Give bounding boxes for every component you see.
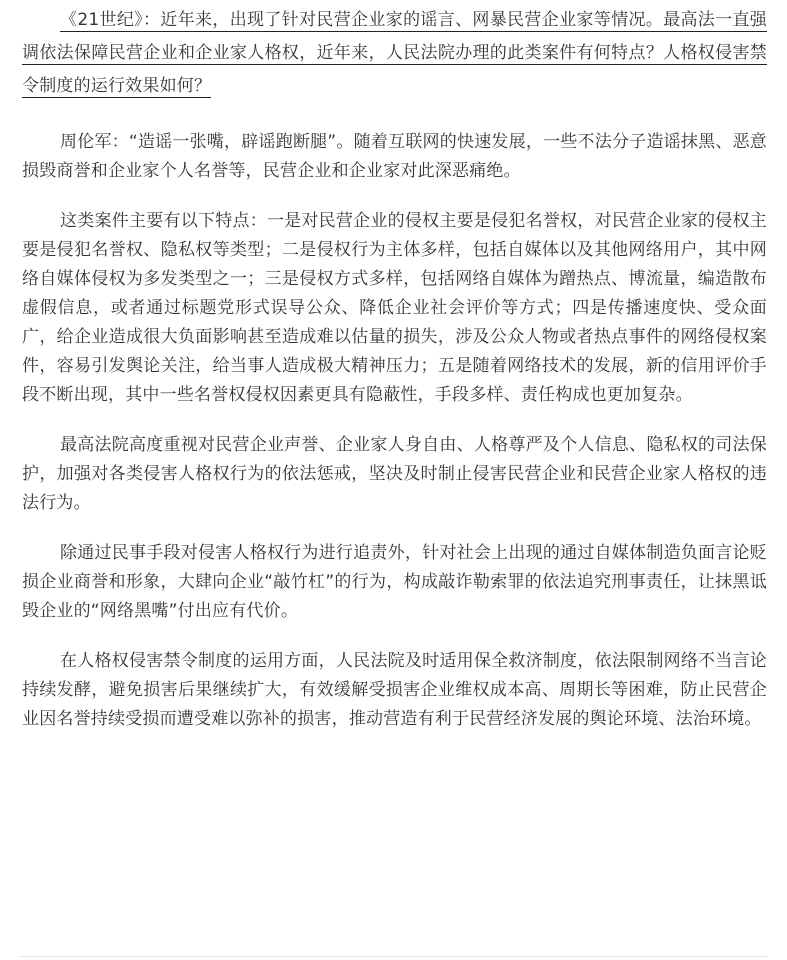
question-text: 《21世纪》：近年来，出现了针对民营企业家的谣言、网暴民营企业家等情况。最高法一直强调依法保障民营企业和企业家人格权，近年来，人民法院办理的此类案件有何特点？人格权侵害禁令制度的运行效果如何？ (22, 10, 767, 96)
answer-paragraph-3: 最高法院高度重视对民营企业声誉、企业家人身自由、人格尊严及个人信息、隐私权的司法保护，加强对各类侵害人格权行为的依法惩戒，坚决及时制止侵害民营企业和民营企业家人格权的违法行为。 (22, 435, 767, 513)
answer-paragraph-2: 这类案件主要有以下特点：一是对民营企业的侵权主要是侵犯名誉权，对民营企业家的侵权主要是侵犯名誉权、隐私权等类型；二是侵权行为主体多样，包括自媒体以及其他网络用户，其中网络自媒体侵权为多发类型之一；三是侵权方式多样，包括网络自媒体为蹭热点、博流量，编造散布虚假信息，或者通过标题党形式误导公众、降低企业社会评价等方式；四是传播速度快、受众面广，给企业造成很大负面影响甚至造成难以估量的损失，涉及公众人物或者热点事件的网络侵权案件，容易引发舆论关注，给当事人造成极大精神压力；五是随着网络技术的发展，新的信用评价手段不断出现，其中一些名誉权侵权因素更具有隐蔽性，手段多样、责任构成也更加复杂。 (22, 211, 767, 405)
answer-paragraph-5: 在人格权侵害禁令制度的运用方面，人民法院及时适用保全救济制度，依法限制网络不当言论持续发酵，避免损害后果继续扩大，有效缓解受损害企业维权成本高、周期长等困难，防止民营企业因名誉持续受损而遭受难以弥补的损害，推动营造有利于民营经济发展的舆论环境、法治环境。 (22, 651, 767, 729)
interview-question (22, 4, 767, 103)
answer-paragraph-4: 除通过民事手段对侵害人格权行为进行追责外，针对社会上出现的通过自媒体制造负面言论贬损企业商誉和形象，大肆向企业“敲竹杠”的行为，构成敲诈勒索罪的依法追究刑事责任，让抹黑诋毁企业的“网络黑嘴”付出应有代价。 (22, 543, 767, 621)
article-body (22, 4, 767, 755)
bottom-divider (20, 956, 767, 957)
answer-paragraph-1: 周伦军：“造谣一张嘴，辟谣跑断腿”。随着互联网的快速发展，一些不法分子造谣抹黑、恶意损毁商誉和企业家个人名誉等，民营企业和企业家对此深恶痛绝。 (22, 132, 767, 181)
